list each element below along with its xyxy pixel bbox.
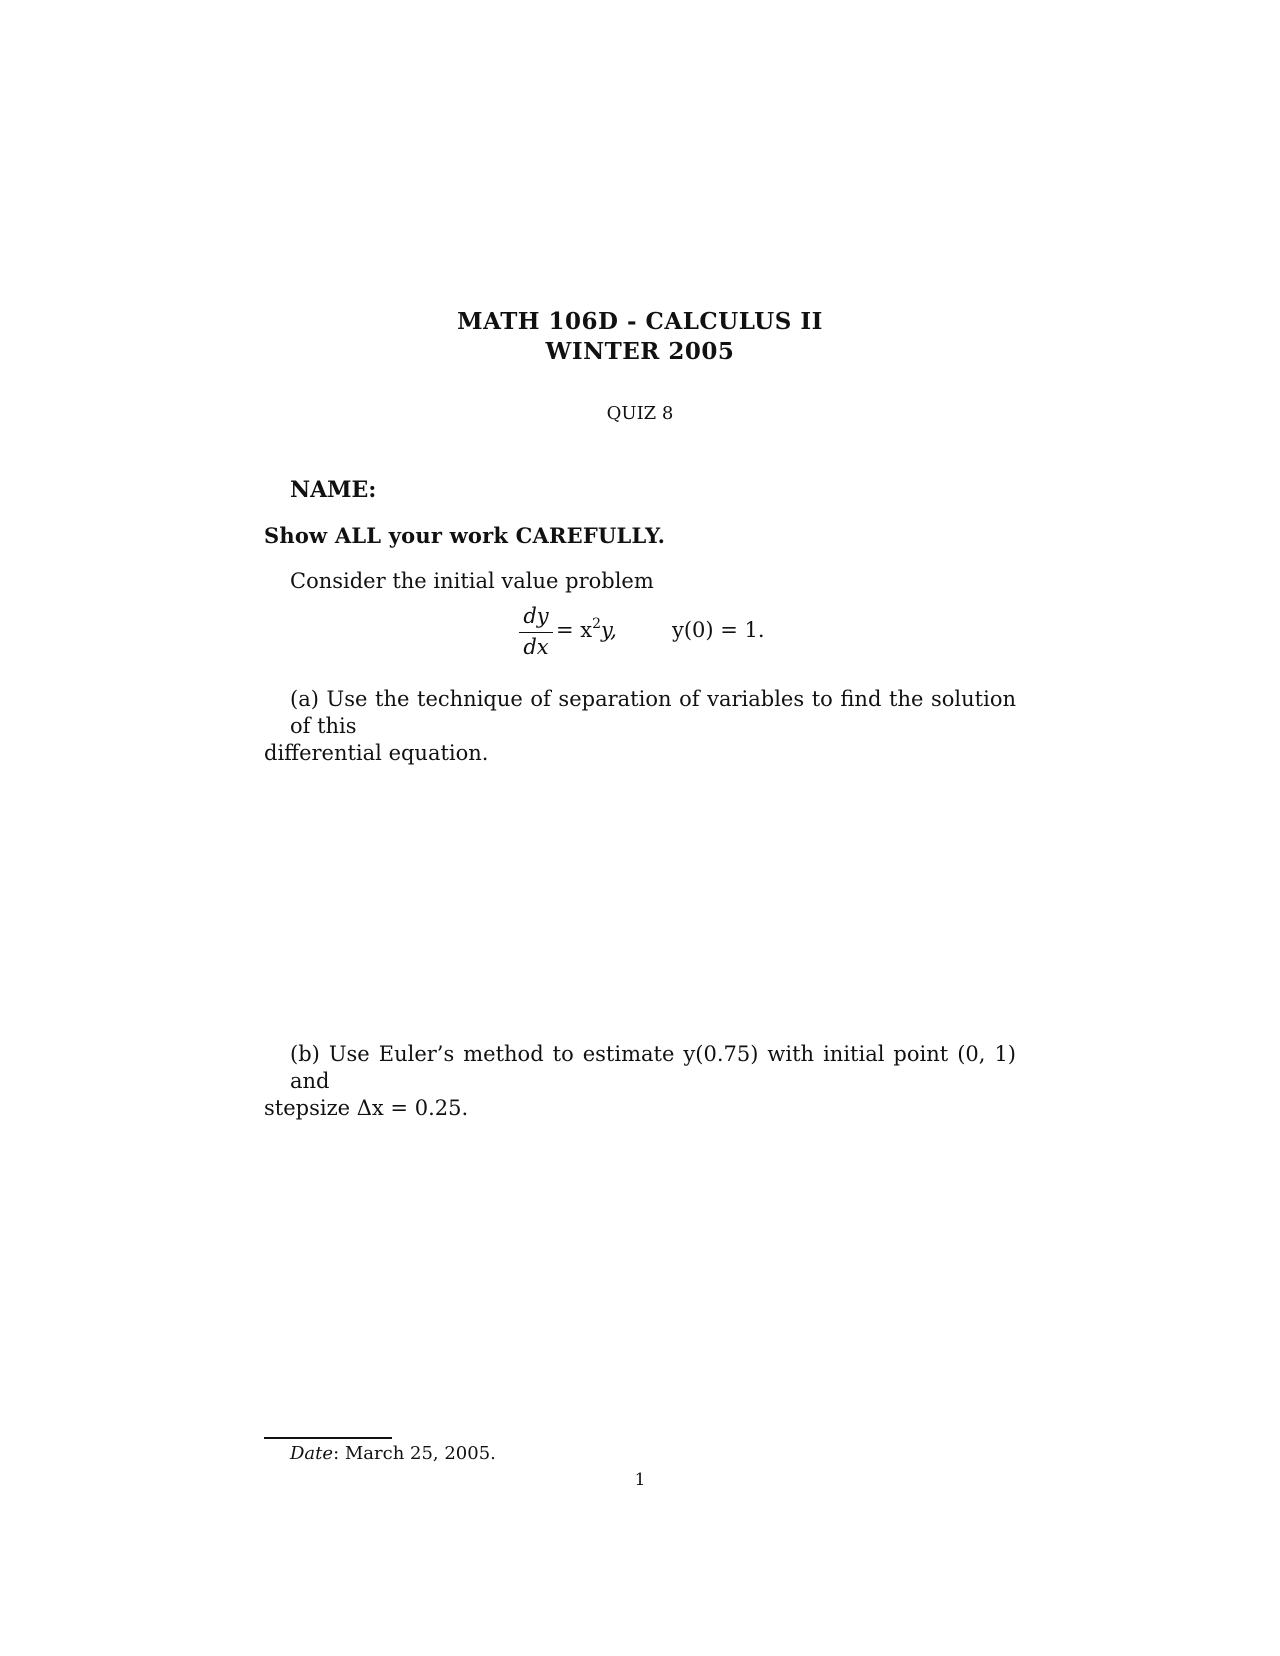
fraction-numerator: dy — [523, 604, 549, 628]
part-b-line1: (b) Use Euler’s method to estimate y(0.75) with initial point (0, 1) and — [290, 1042, 1016, 1093]
footnote-rule — [264, 1437, 392, 1439]
instructions: Show ALL your work CAREFULLY. — [264, 523, 666, 548]
part-b-line2: stepsize Δx = 0.25. — [264, 1096, 469, 1120]
fraction-denominator: dx — [523, 635, 549, 659]
footnote-date — [290, 1443, 496, 1464]
part-b — [264, 1041, 1016, 1122]
derivative-fraction — [518, 602, 554, 663]
part-a-line1: (a) Use the technique of separation of variables to find the solution of this — [290, 687, 1016, 738]
part-a-line2: differential equation. — [264, 741, 489, 765]
quiz-title: QUIZ 8 — [606, 403, 674, 424]
name-label: NAME: — [290, 477, 377, 503]
rhs-suffix: y, — [601, 618, 617, 642]
part-a — [264, 686, 1016, 767]
rhs-prefix: = x — [556, 618, 593, 642]
course-title: MATH 106D - CALCULUS II — [457, 308, 823, 335]
page-number: 1 — [634, 1470, 646, 1490]
term-title: WINTER 2005 — [545, 338, 735, 365]
rhs-exponent: 2 — [592, 616, 602, 632]
date-value: : March 25, 2005. — [333, 1443, 496, 1464]
date-label: Date — [290, 1443, 334, 1464]
initial-condition: y(0) = 1. — [672, 618, 765, 642]
equation-rhs — [556, 618, 617, 642]
problem-intro: Consider the initial value problem — [290, 569, 654, 593]
